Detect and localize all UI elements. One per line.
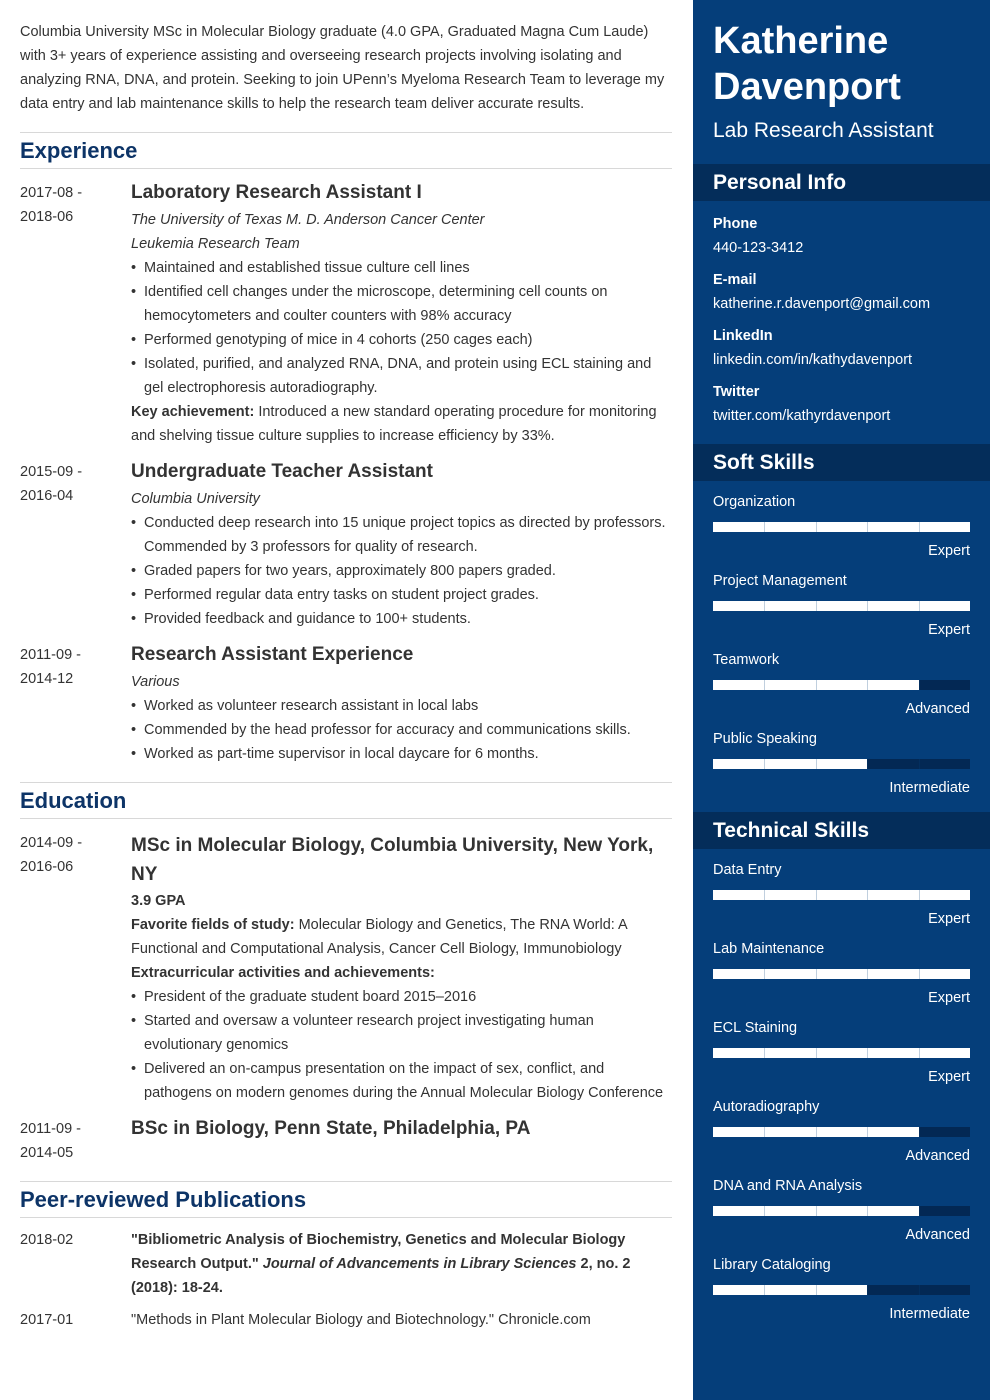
first-name: Katherine — [713, 20, 889, 62]
entry-date — [20, 643, 131, 766]
employer: Columbia University — [131, 491, 260, 507]
skill-level-bar — [713, 759, 970, 769]
gpa: 3.9 GPA — [131, 893, 186, 909]
pub-citation: "Methods in Plant Molecular Biology and Biotechnology." Chronicle.com — [131, 1312, 591, 1328]
skill-name: Data Entry — [713, 862, 782, 878]
skill-level-label: Expert — [928, 990, 970, 1006]
skill-bar-divider — [919, 1285, 920, 1295]
experience-heading: Experience — [20, 132, 672, 169]
skill-level-label: Expert — [928, 622, 970, 638]
skill-bar-divider — [867, 680, 868, 690]
list-item: • Delivered an on-campus presentation on the impact of sex, conflict, and pathogens on modern genomes during the Annual Molecular Biology Conference — [131, 1057, 672, 1105]
pub-citation — [131, 1228, 672, 1300]
extracurricular-label: Extracurricular activities and achievements: — [131, 965, 435, 981]
skill-level-label: Intermediate — [889, 780, 970, 796]
fields-text: Molecular Biology and Genetics, The RNA World: A Functional and Computational Analysis, Cancer Cell Biology, Immunobiology — [131, 917, 627, 957]
job-role: Lab Research Assistant — [713, 119, 934, 142]
publication-entry — [20, 1308, 672, 1332]
skill-level-fill — [713, 890, 970, 900]
list-item: • Performed regular data entry tasks on student project grades. — [131, 583, 672, 607]
achievement-text: Introduced a new standard operating procedure for monitoring and shelving tissue culture supplies to increase efficiency by 33%. — [131, 404, 657, 444]
skill-bar-divider — [816, 1206, 817, 1216]
skill-bar-divider — [816, 1127, 817, 1137]
skill-bar-divider — [816, 1285, 817, 1295]
skill-name: DNA and RNA Analysis — [713, 1178, 863, 1194]
job-title: Research Assistant Experience — [131, 644, 414, 665]
skill-bar-divider — [919, 969, 920, 979]
sidebar — [693, 0, 990, 1400]
skill-name: Project Management — [713, 573, 847, 589]
education-entry — [20, 1117, 672, 1165]
skill-level-bar — [713, 1127, 970, 1137]
skill-bar-divider — [764, 680, 765, 690]
skill-row — [693, 492, 990, 561]
candidate-name — [693, 0, 990, 110]
skill-level-fill — [713, 1285, 867, 1295]
skill-bar-divider — [919, 522, 920, 532]
skill-row — [693, 1176, 990, 1245]
list-item: • Identified cell changes under the microscope, determining cell counts on hemocytometers and coulter counters with 98% accuracy — [131, 280, 672, 328]
bullet-list — [131, 511, 672, 631]
list-item: • President of the graduate student board 2015–2016 — [131, 985, 672, 1009]
personal-info — [693, 201, 990, 426]
skill-bar-divider — [867, 1048, 868, 1058]
skill-bar-divider — [816, 601, 817, 611]
employer: Various — [131, 674, 180, 690]
skill-bar-divider — [764, 1285, 765, 1295]
degree-title: MSc in Molecular Biology, Columbia University, New York, NY — [131, 835, 654, 885]
linkedin-label: LinkedIn — [713, 328, 773, 344]
list-item: • Maintained and established tissue culture cell lines — [131, 256, 672, 280]
skill-bar-divider — [919, 890, 920, 900]
date-start: 2011-09 - — [20, 647, 81, 663]
soft-skills-list — [693, 481, 990, 798]
skill-bar-divider — [919, 1127, 920, 1137]
list-item: • Worked as part-time supervisor in local daycare for 6 months. — [131, 742, 672, 766]
skill-level-bar — [713, 522, 970, 532]
skill-bar-divider — [764, 601, 765, 611]
date-end: 2014-05 — [20, 1145, 74, 1161]
list-item: • Graded papers for two years, approximately 800 papers graded. — [131, 559, 672, 583]
skill-name: Autoradiography — [713, 1099, 820, 1115]
skill-name: ECL Staining — [713, 1020, 798, 1036]
skill-level-fill — [713, 601, 970, 611]
bullet-list — [131, 694, 672, 766]
skill-bar-divider — [867, 1127, 868, 1137]
skill-level-bar — [713, 1048, 970, 1058]
skill-bar-divider — [867, 601, 868, 611]
skill-level-label: Expert — [928, 543, 970, 559]
skill-bar-divider — [764, 969, 765, 979]
skill-bar-divider — [764, 1206, 765, 1216]
skill-row — [693, 939, 990, 1008]
pub-title: "Bibliometric Analysis of Biochemistry, Genetics and Molecular Biology Research Output." — [131, 1232, 626, 1272]
skill-bar-divider — [867, 522, 868, 532]
skill-name: Public Speaking — [713, 731, 817, 747]
education-entry — [20, 831, 672, 1105]
skill-bar-divider — [816, 969, 817, 979]
skill-level-bar — [713, 969, 970, 979]
skill-row — [693, 860, 990, 929]
list-item: • Worked as volunteer research assistant in local labs — [131, 694, 672, 718]
skill-level-label: Advanced — [905, 701, 970, 717]
list-item: • Commended by the head professor for accuracy and communications skills. — [131, 718, 672, 742]
skill-name: Organization — [713, 494, 796, 510]
fields-of-study — [131, 913, 672, 961]
skill-row — [693, 1097, 990, 1166]
skill-bar-divider — [816, 522, 817, 532]
fields-label: Favorite fields of study: — [131, 917, 295, 933]
date-start: 2017-08 - — [20, 185, 83, 201]
skill-name: Lab Maintenance — [713, 941, 825, 957]
experience-entry — [20, 460, 672, 631]
skill-bar-divider — [919, 1048, 920, 1058]
pub-journal: Journal of Advancements in Library Sciences — [262, 1256, 577, 1272]
skill-bar-divider — [867, 759, 868, 769]
skill-bar-divider — [867, 969, 868, 979]
skill-bar-divider — [919, 601, 920, 611]
list-item: • Performed genotyping of mice in 4 cohorts (250 cages each) — [131, 328, 672, 352]
list-item: • Isolated, purified, and analyzed RNA, DNA, and protein using ECL staining and gel electrophoresis autoradiography. — [131, 352, 672, 400]
entry-date — [20, 831, 131, 1105]
skill-bar-divider — [816, 759, 817, 769]
skill-bar-divider — [764, 890, 765, 900]
last-name: Davenport — [713, 66, 901, 108]
skill-level-label: Intermediate — [889, 1306, 970, 1322]
employer: The University of Texas M. D. Anderson Cancer Center — [131, 212, 485, 228]
skill-level-bar — [713, 1285, 970, 1295]
personal-info-heading: Personal Info — [693, 164, 990, 201]
skill-bar-divider — [867, 1285, 868, 1295]
list-item: • Started and oversaw a volunteer research project investigating human evolutionary genomics — [131, 1009, 672, 1057]
skill-level-fill — [713, 522, 970, 532]
job-title: Undergraduate Teacher Assistant — [131, 461, 433, 482]
skill-bar-divider — [816, 1048, 817, 1058]
twitter-value: twitter.com/kathyrdavenport — [713, 408, 891, 424]
skill-row — [693, 1018, 990, 1087]
date-end: 2016-04 — [20, 488, 74, 504]
date-start: 2011-09 - — [20, 1121, 81, 1137]
bullet-list — [131, 985, 672, 1105]
twitter-label: Twitter — [713, 384, 760, 400]
date-end: 2018-06 — [20, 209, 74, 225]
technical-skills-heading: Technical Skills — [693, 812, 990, 849]
list-item: • Conducted deep research into 15 unique project topics as directed by professors. Commended by 3 professors for quality of research. — [131, 511, 672, 559]
phone-value: 440-123-3412 — [713, 240, 804, 256]
skill-row — [693, 729, 990, 798]
date-start: 2015-09 - — [20, 464, 83, 480]
skill-level-label: Expert — [928, 1069, 970, 1085]
skill-row — [693, 1255, 990, 1324]
experience-entry — [20, 643, 672, 766]
email-value: katherine.r.davenport@gmail.com — [713, 296, 931, 312]
pub-date: 2018-02 — [20, 1232, 74, 1248]
pub-date: 2017-01 — [20, 1312, 74, 1328]
skill-bar-divider — [919, 680, 920, 690]
skill-level-fill — [713, 759, 867, 769]
date-start: 2014-09 - — [20, 835, 83, 851]
summary: Columbia University MSc in Molecular Biology graduate (4.0 GPA, Graduated Magna Cum Laude) with 3+ years of experience assisting and overseeing research projects involving isolating and analyzing RNA, DNA, and protein. Seeking to join UPenn’s Myeloma Research Team to leverage my data entry and lab maintenance skills to help the research team deliver accurate results. — [20, 24, 665, 112]
skill-level-bar — [713, 680, 970, 690]
education-heading: Education — [20, 782, 672, 819]
skill-name: Teamwork — [713, 652, 780, 668]
skill-name: Library Cataloging — [713, 1257, 831, 1273]
skill-level-bar — [713, 601, 970, 611]
team: Leukemia Research Team — [131, 236, 300, 252]
bullet-list — [131, 256, 672, 400]
skill-level-bar — [713, 1206, 970, 1216]
skill-bar-divider — [764, 522, 765, 532]
soft-skills-heading: Soft Skills — [693, 444, 990, 481]
skill-level-bar — [713, 890, 970, 900]
linkedin-value: linkedin.com/in/kathydavenport — [713, 352, 913, 368]
entry-date — [20, 460, 131, 631]
key-achievement — [131, 400, 672, 448]
skill-bar-divider — [764, 1048, 765, 1058]
skill-bar-divider — [867, 1206, 868, 1216]
technical-skills-list — [693, 849, 990, 1324]
skill-bar-divider — [764, 759, 765, 769]
list-item: • Provided feedback and guidance to 100+ students. — [131, 607, 672, 631]
skill-level-label: Advanced — [905, 1148, 970, 1164]
skill-bar-divider — [919, 1206, 920, 1216]
degree-title: BSc in Biology, Penn State, Philadelphia, PA — [131, 1118, 531, 1139]
date-end: 2016-06 — [20, 859, 74, 875]
email-label: E-mail — [713, 272, 757, 288]
skill-level-fill — [713, 1048, 970, 1058]
skill-level-label: Advanced — [905, 1227, 970, 1243]
job-title: Laboratory Research Assistant I — [131, 182, 422, 203]
skill-row — [693, 650, 990, 719]
achievement-label: Key achievement: — [131, 404, 255, 420]
skill-bar-divider — [816, 680, 817, 690]
skill-bar-divider — [919, 759, 920, 769]
date-end: 2014-12 — [20, 671, 74, 687]
publication-entry — [20, 1228, 672, 1300]
phone-label: Phone — [713, 216, 758, 232]
skill-bar-divider — [816, 890, 817, 900]
skill-bar-divider — [764, 1127, 765, 1137]
pub-details: 2, no. 2 (2018): 18-24. — [131, 1256, 631, 1296]
entry-date — [20, 1117, 131, 1165]
experience-entry — [20, 181, 672, 448]
publications-heading: Peer-reviewed Publications — [20, 1181, 672, 1218]
skill-bar-divider — [867, 890, 868, 900]
skill-row — [693, 571, 990, 640]
skill-level-fill — [713, 969, 970, 979]
entry-date — [20, 181, 131, 448]
skill-level-label: Expert — [928, 911, 970, 927]
